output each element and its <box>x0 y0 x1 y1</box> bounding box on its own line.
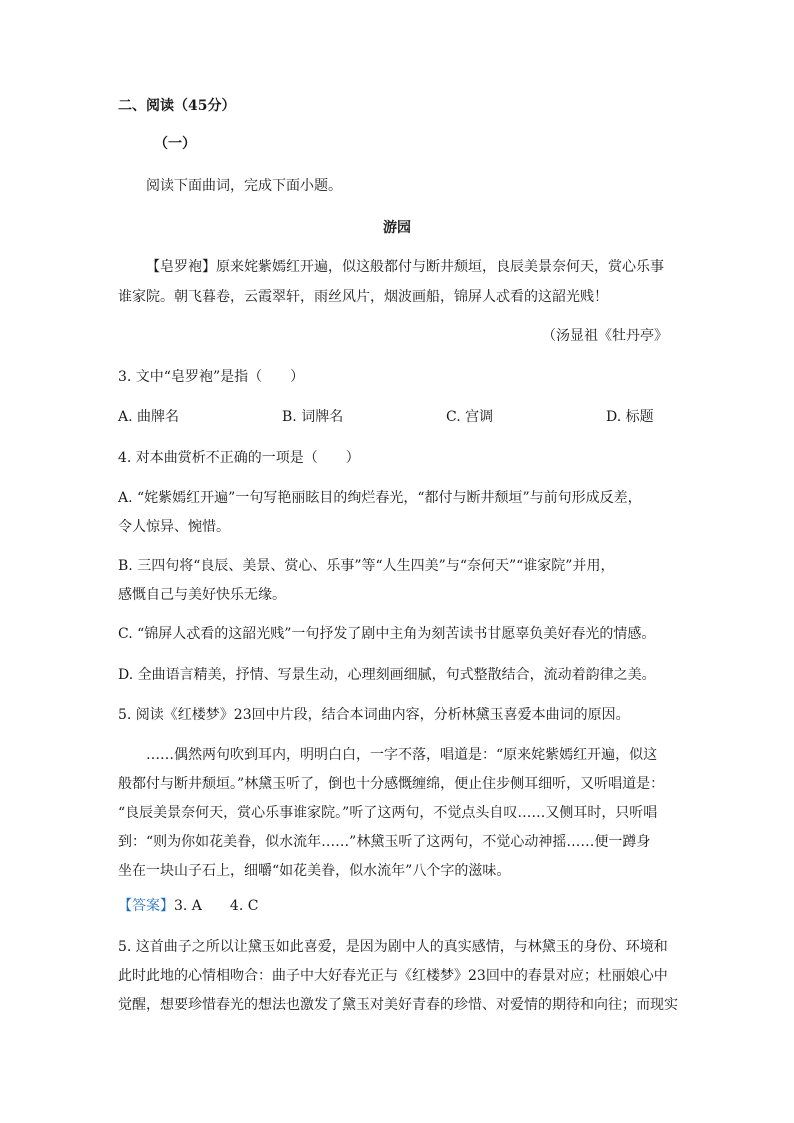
q4-option-c: C. “锦屏人忒看的这韶光贱”一句抒发了剧中主角为刻苦读书甘愿辜负美好春光的情感。 <box>118 626 656 642</box>
explanation-line1: 5. 这首曲子之所以让黛玉如此喜爱，是因为剧中人的真实感情，与林黛玉的身份、环境和 <box>118 939 668 955</box>
explanation-line3: 觉醒，想要珍惜春光的想法也激发了黛玉对美好青春的珍惜、对爱情的期待和向往；而现实 <box>118 997 678 1013</box>
poem-line-2: 谁家院。朝飞暮卷，云霞翠轩，雨丝风片，烟波画船，锦屏人忒看的这韶光贱！ <box>118 289 608 305</box>
q3-option-b: B. 词牌名 <box>282 409 344 425</box>
q3-stem: 3. 文中“皂罗袍”是指（ ） <box>118 369 305 385</box>
q3-option-d: D. 标题 <box>606 409 654 425</box>
q4-stem: 4. 对本曲赏析不正确的一项是（ ） <box>118 450 360 466</box>
poem-line-1: 【皂罗袍】原来姹紫嫣红开遍，似这般都付与断井颓垣，良辰美景奈何天，赏心乐事 <box>146 259 664 275</box>
q4-option-b-line1: B. 三四句将“良辰、美景、赏心、乐事”等“人生四美”与“奈何天”“谁家院”并用， <box>118 558 615 574</box>
q4-option-a-line1: A. “姹紫嫣红开遍”一句写艳丽眩目的绚烂春光，“都付与断井颓垣”与前句形成反差， <box>118 490 642 506</box>
q3-option-c: C. 宫调 <box>446 409 494 425</box>
answer-tag: 【答案】 <box>118 898 174 914</box>
q4-option-b-line2: 感慨自己与美好快乐无缘。 <box>118 587 286 603</box>
poem-title: 游园 <box>383 220 411 236</box>
q5-stem: 5. 阅读《红楼梦》23回中片段，结合本词曲内容，分析林黛玉喜爱本曲词的原因。 <box>118 707 630 723</box>
q3-option-a: A. 曲牌名 <box>118 409 180 425</box>
answer-text: 3. A 4. C <box>174 898 259 914</box>
q4-option-d: D. 全曲语言精美，抒情、写景生动，心理刻画细腻，句式整散结合，流动着韵律之美。 <box>118 667 656 683</box>
section-title: 二、阅读（45分） <box>118 98 236 114</box>
q5-passage-line5: 坐在一块山子石上，细嚼“如花美眷，似水流年”八个字的滋味。 <box>118 863 511 879</box>
q4-option-a-line2: 令人惊异、惋惜。 <box>118 519 230 535</box>
q5-passage-line2: 般都付与断井颓垣。”林黛玉听了，倒也十分感慨缠绵，便止住步侧耳细听，又听唱道是： <box>118 776 665 792</box>
instruction-text: 阅读下面曲词，完成下面小题。 <box>146 178 342 194</box>
answer-line <box>118 896 258 916</box>
explanation-line2: 此时此地的心情相吻合：曲子中大好春光正与《红楼梦》23回中的春景对应；杜丽娘心中 <box>118 968 668 984</box>
subsection-label: （一） <box>154 136 196 152</box>
q5-passage-line3: “良辰美景奈何天，赏心乐事谁家院。”听了这两句，不觉点头自叹……又侧耳时，只听唱 <box>118 805 658 821</box>
q5-passage-line4: 到：“则为你如花美眷，似水流年……”林黛玉听了这两句，不觉心动神摇……便一蹲身 <box>118 834 651 850</box>
q5-passage-line1: ……偶然两句吹到耳内，明明白白，一字不落，唱道是：“原来姹紫嫣红开遍，似这 <box>146 747 658 763</box>
poem-source: （汤显祖《牡丹亭》 <box>542 328 668 344</box>
